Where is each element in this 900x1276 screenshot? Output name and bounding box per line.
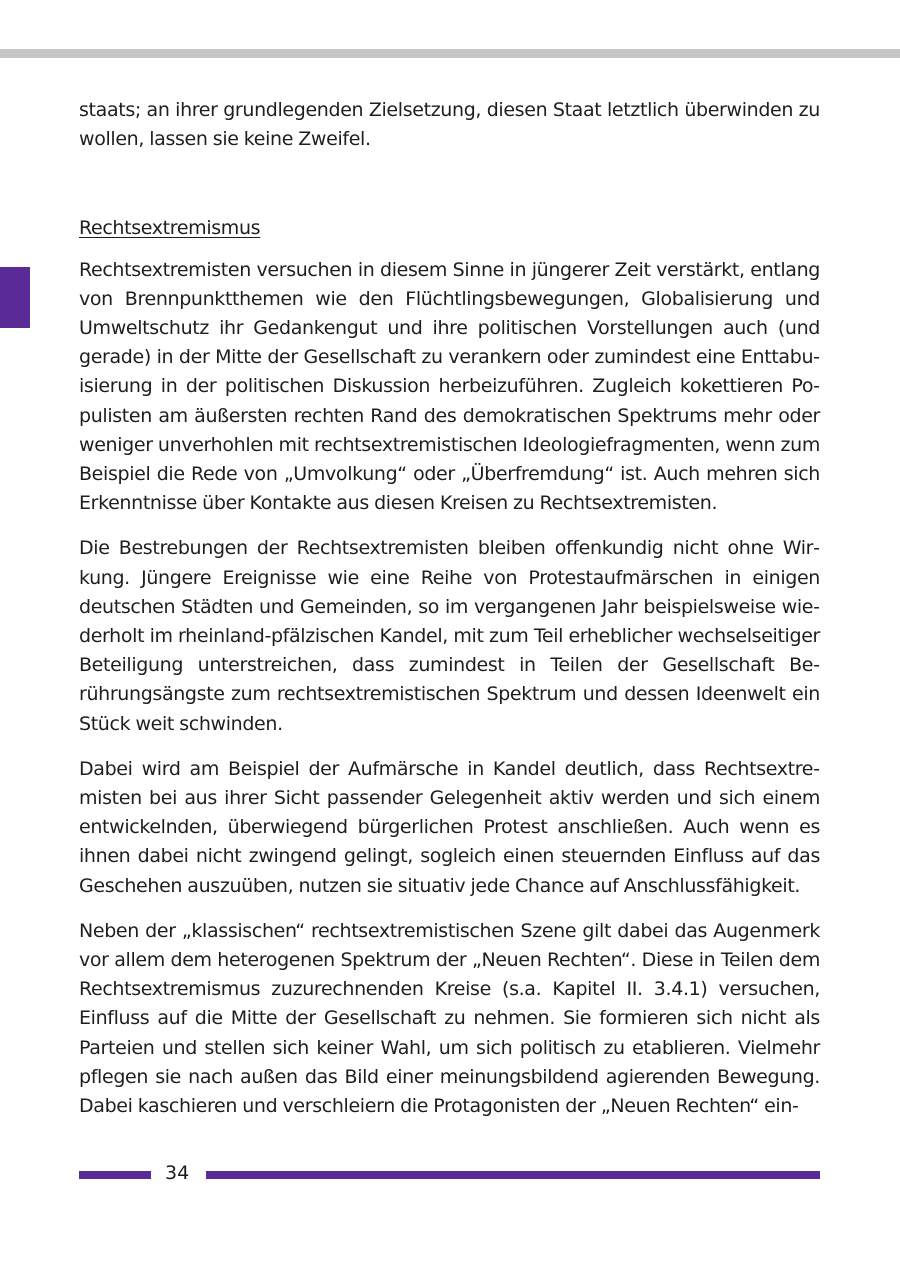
body-paragraph-3: Dabei wird am Beispiel der Aufmärsche in Kandel deutlich, dass Rechtsextremisten bei aus ihrer Sicht passender Gelegenheit aktiv werden und sich einem entwickelnden, überwiegend bürgerlichen Protest anschließen. Auch wenn es ihnen dabei nicht zwingend gelingt, sogleich einen steuernden Einfluss auf das Geschehen auszuüben, nutzen sie situativ jede Chance auf Anschlussfähigkeit. bbox=[79, 757, 820, 897]
body-paragraph-1: Rechtsextremisten versuchen in diesem Sinne in jüngerer Zeit verstärkt, entlang von Brennpunktthemen wie den Flüchtlingsbewegungen, Globalisierung und Umweltschutz ihr Gedankengut und ihre politischen Vorstellungen auch (und gerade) in der Mitte der Gesellschaft zu verankern oder zumindest eine Enttabuisierung in der politischen Diskussion herbeizuführen. Zugleich kokettieren Populisten am äußersten rechten Rand des demokratischen Spektrums mehr oder weniger unverhohlen mit rechtsextremistischen Ideologiefragmenten, wenn zum Beispiel die Rede von „Umvolkung“ oder „Überfremdung“ ist. Auch mehren sich Erkenntnisse über Kontakte aus diesen Kreisen zu Rechtsextremisten. bbox=[79, 258, 820, 515]
body-paragraph-2: Die Bestrebungen der Rechtsextremisten bleiben offenkundig nicht ohne Wirkung. Jüngere Ereignisse wie eine Reihe von Protestaufmärschen in einigen deutschen Städten und Gemeinden, so im vergangenen Jahr beispielsweise wiederholt im rheinland-pfälzischen Kandel, mit zum Teil erheblicher wechselseitiger Beteiligung unterstreichen, dass zumindest in Teilen der Gesellschaft Berührungsängste zum rechtsextremistischen Spektrum und dessen Ideenwelt ein Stück weit schwinden. bbox=[79, 537, 820, 735]
footer-rule-right bbox=[206, 1171, 820, 1179]
section-heading: Rechtsextremismus bbox=[79, 217, 261, 240]
body-paragraph-4: Neben der „klassischen“ rechtsextremistischen Szene gilt dabei das Augenmerk vor allem dem heterogenen Spektrum der „Neuen Rechten“. Diese in Teilen dem Rechtsextremismus zuzurechnenden Kreise (s.a. Kapitel II. 3.4.1) versuchen, Einfluss auf die Mitte der Gesellschaft zu nehmen. Sie formieren sich nicht als Parteien und stellen sich keiner Wahl, um sich politisch zu etablieren. Vielmehr pflegen sie nach außen das Bild einer meinungsbildend agierenden Bewegung. Dabei kaschieren und verschleiern die Protagonisten der „Neuen Rechten“ ein- bbox=[79, 919, 820, 1118]
chapter-marker-tab bbox=[0, 267, 30, 328]
page-body bbox=[79, 96, 820, 1121]
intro-paragraph: staats; an ihrer grundlegenden Zielsetzung, diesen Staat letztlich überwinden zu wollen, lassen sie keine Zweifel. bbox=[79, 99, 820, 151]
footer-rule-left bbox=[79, 1171, 151, 1179]
header-rule bbox=[0, 49, 900, 58]
page-number: 34 bbox=[165, 1162, 190, 1184]
